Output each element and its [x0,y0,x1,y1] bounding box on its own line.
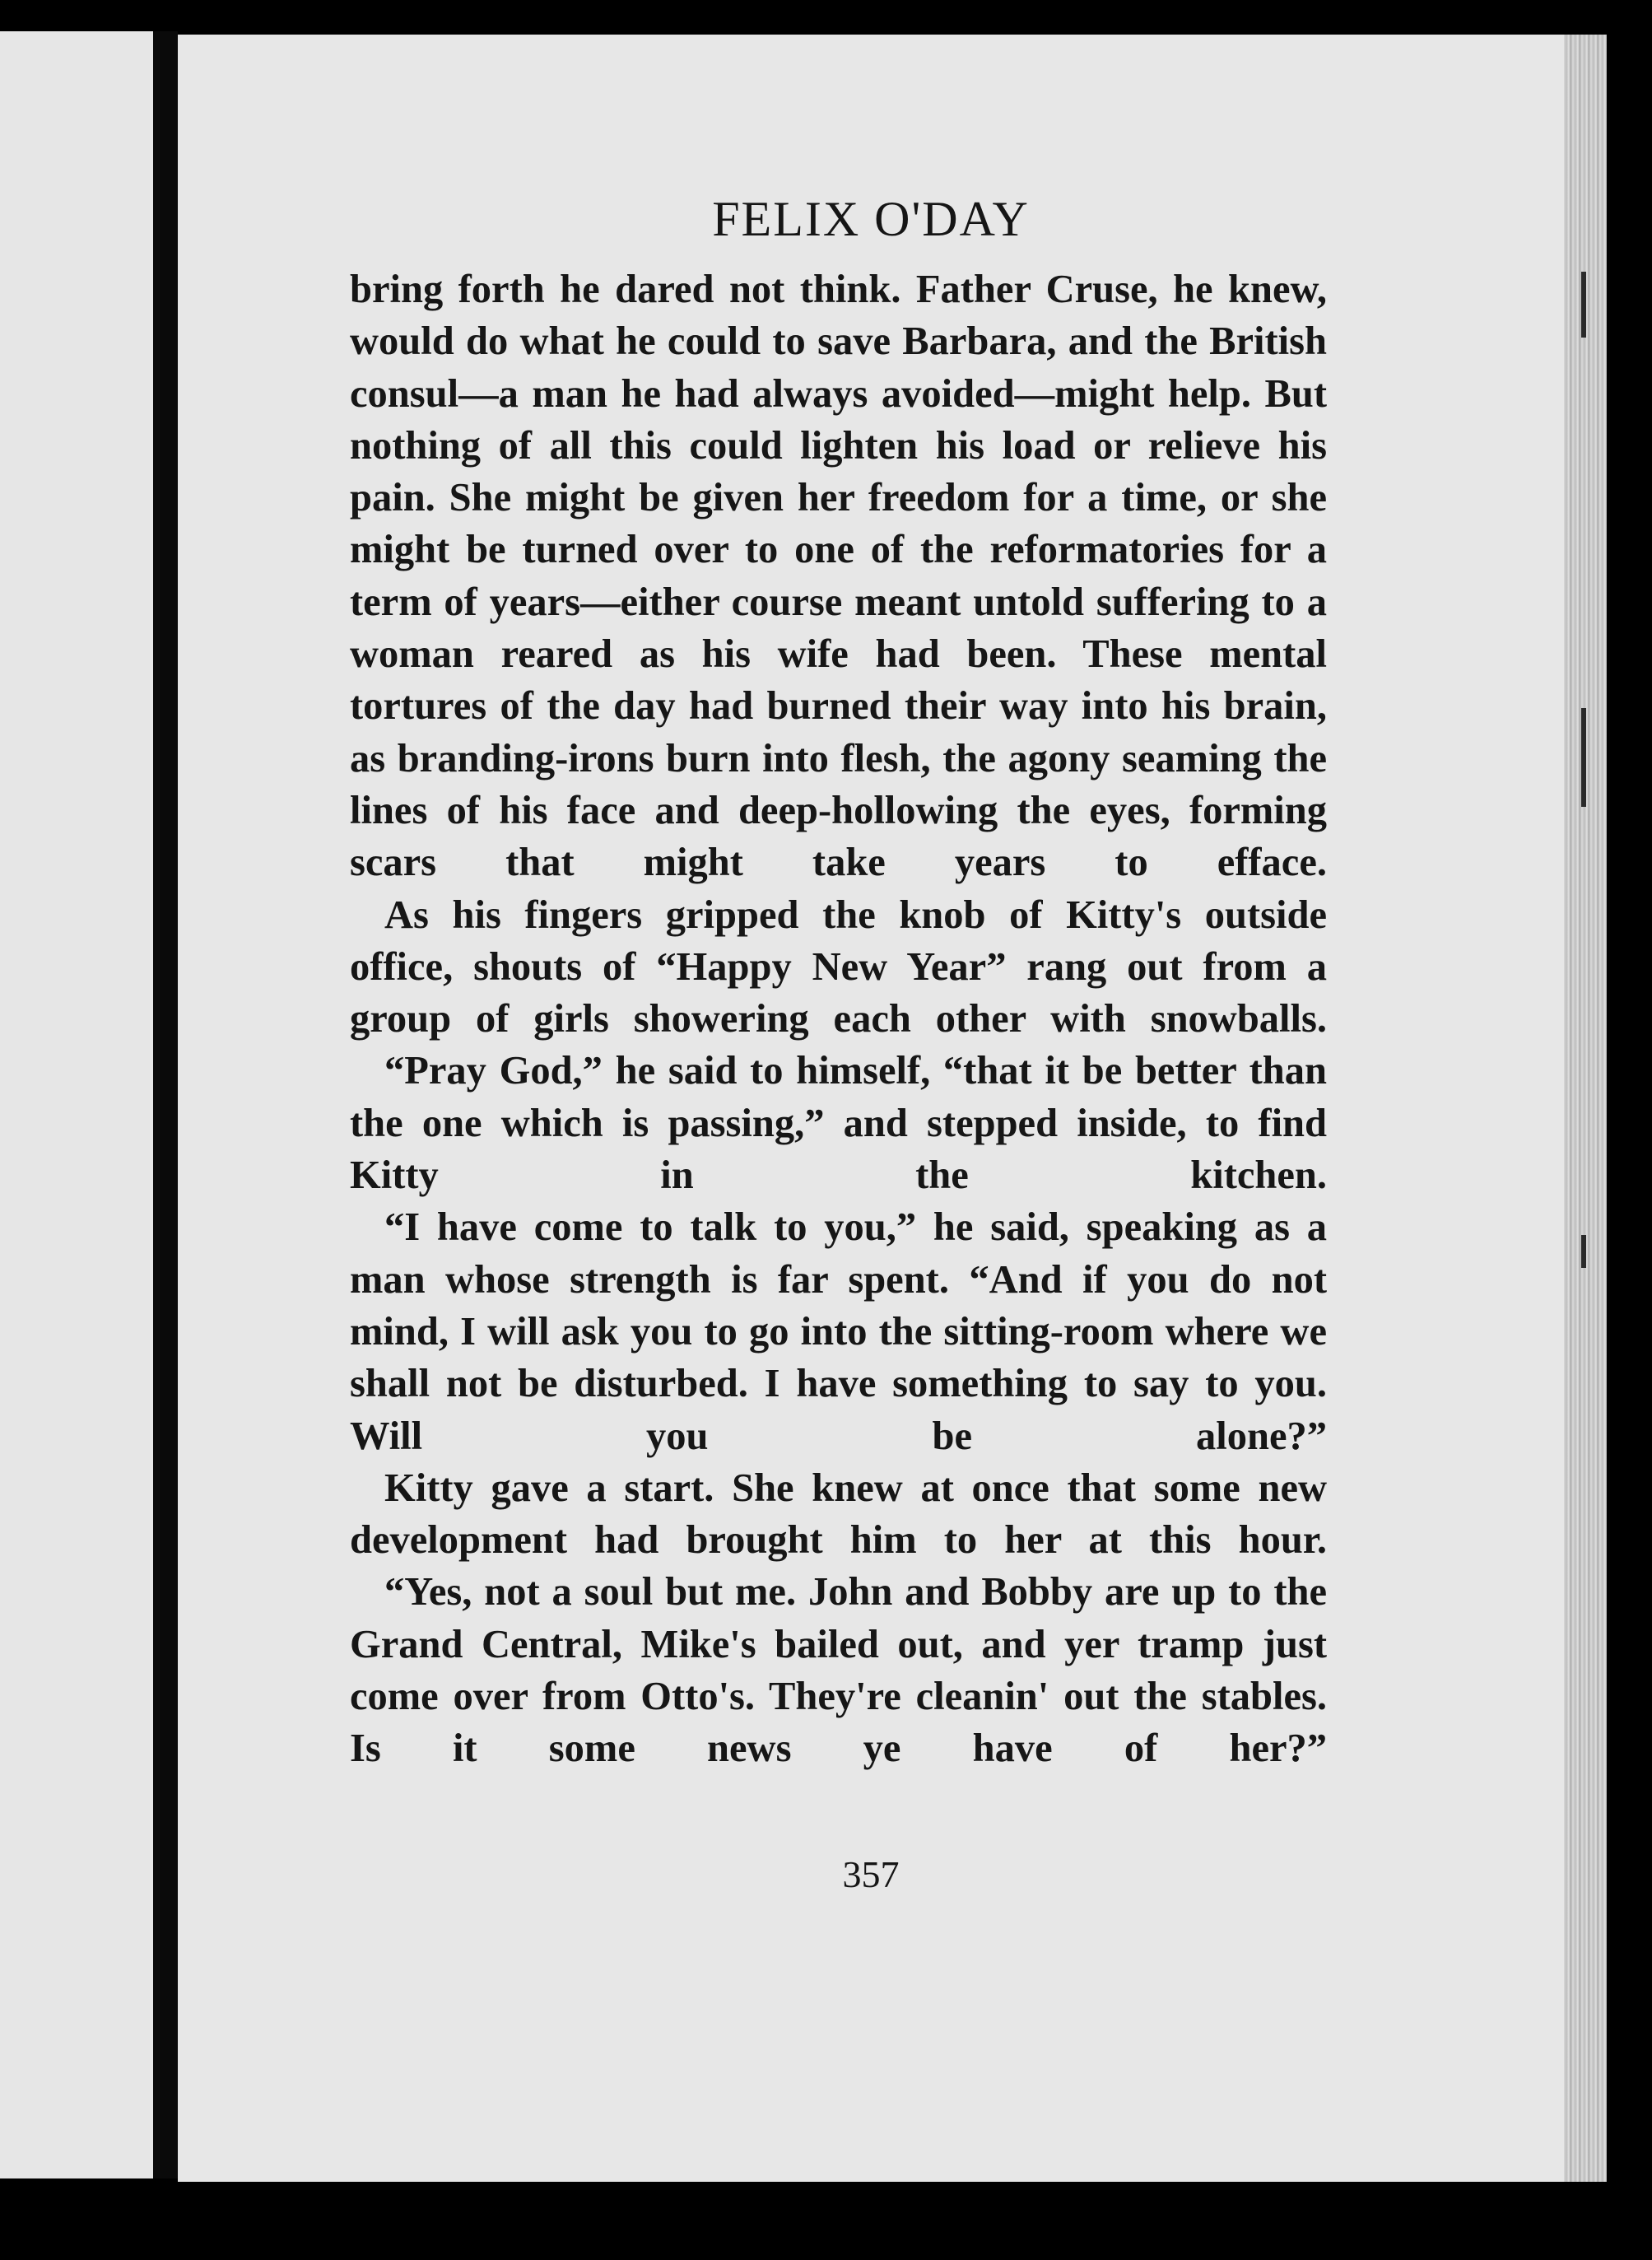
paragraph: “I have come to talk to you,” he said, speaking as a man whose strength is far spent. “And if you do not mind, I will ask you to go into the sitting-room where we shall not be disturbed. I have something to say to you. Will you be alone?” [350,1205,1327,1458]
body-text [350,263,1327,1775]
book-gutter [153,31,178,2178]
paragraph: “Yes, not a soul but me. John and Bobby are up to the Grand Central, Mike's bailed out, and yer tramp just come over from Otto's. They're cleanin' out the stables. Is it some news ye have of her?” [350,1570,1327,1771]
running-head: FELIX O'DAY [712,192,1030,246]
page-edge-mark [1581,708,1586,807]
page-stack-edge [1564,35,1607,2182]
page-edge-mark [1581,272,1586,338]
paragraph: “Pray God,” he said to himself, “that it be better than the one which is passing,” and stepped inside, to find Kitty in the kitchen. [350,1049,1327,1198]
page-number: 357 [842,1853,900,1895]
paragraph: Kitty gave a start. She knew at once that some new development had brought him to her at this hour. [350,1466,1327,1563]
paragraph: bring forth he dared not think. Father Cruse, he knew, would do what he could to save Barbara, and the British consul—a man he had always avoided—might help. But nothing of all this could lighten his load or relieve his pain. She might be given her freedom for a time, or she might be turned over to one of the reformatories for a term of years—either course meant untold suffering to a woman reared as his wife had been. These mental tortures of the day had burned their way into his brain, as branding-irons burn into flesh, the agony seaming the lines of his face and deep-hollowing the eyes, forming scars that might take years to efface. [350,268,1327,885]
page-edge-mark [1581,1235,1586,1268]
paragraph: As his fingers gripped the knob of Kitty's outside office, shouts of “Happy New Year” rang out from a group of girls showering each other with snowballs. [350,892,1327,1041]
facing-page-edge [0,31,153,2178]
